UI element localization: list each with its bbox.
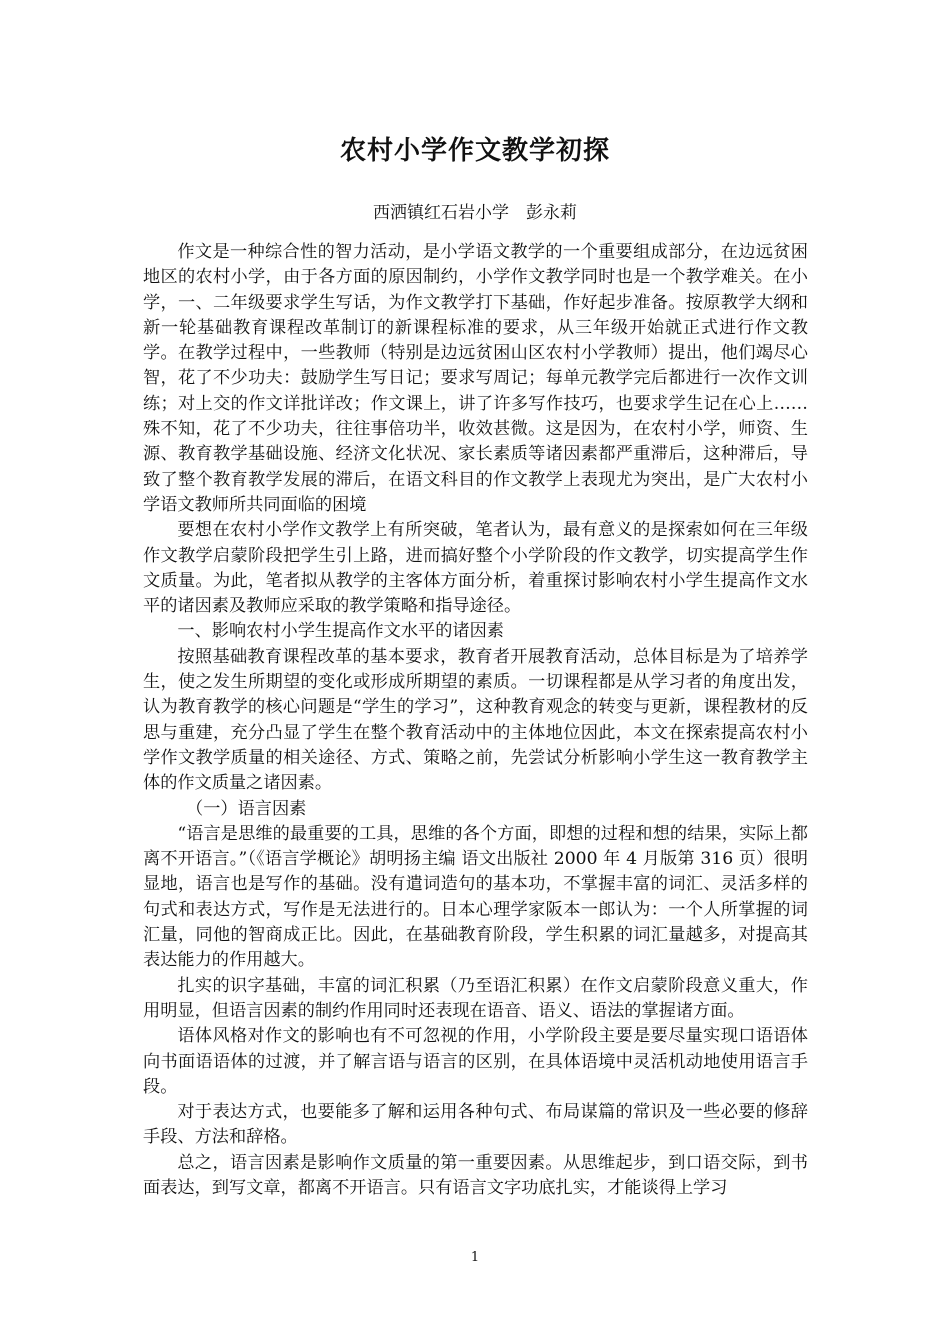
author-line: 西洒镇红石岩小学 彭永莉: [373, 203, 577, 223]
section-heading: 一、影响农村小学生提高作文水平的诸因素: [177, 621, 504, 642]
document-body: [143, 240, 808, 1201]
subsection-heading: （一）语言因素: [186, 798, 307, 819]
paragraph: 作文是一种综合性的智力活动，是小学语文教学的一个重要组成部分，在边远贫困地区的农村小学，由于各方面的原因制约，小学作文教学同时也是一个教学难关。在小学，一、二年级要求学生写话，为作文教学打下基础，作好起步准备。按原教学大纲和新一轮基础教育课程改革制订的新课程标准的要求，从三年级开始就正式进行作文教学。在教学过程中，一些教师（特别是边远贫困山区农村小学教师）提出，他们竭尽心智，花了不少功夫：鼓励学生写日记；要求写周记；每单元教学完后都进行一次作文训练；对上交的作文详批详改；作文课上，讲了许多写作技巧，也要求学生记在心上……殊不知，花了不少功夫，往往事倍功半，收效甚微。这是因为，在农村小学，师资、生源、教育教学基础设施、经济文化状况、家长素质等诸因素都严重滞后，这种滞后，导致了整个教育教学发展的滞后，在语文科目的作文教学上表现尤为突出，是广大农村小学语文教师所共同面临的困境: [143, 242, 808, 515]
paragraph: “语言是思维的最重要的工具，思维的各个方面，即想的过程和想的结果，实际上都离不开语言。”（《语言学概论》胡明扬主编 语文出版社 2000 年 4 月版第 316 页）很明显地，语言也是写作的基础。没有遣词造句的基本功，不掌握丰富的词汇、灵活多样的句式和表达方式，写作是无法进行的。日本心理学家阪本一郎认为：一个人所掌握的词汇量，同他的智商成正比。因此，在基础教育阶段，学生积累的词汇量越多，对提高其表达能力的作用越大。: [143, 823, 808, 971]
paragraph: 语体风格对作文的影响也有不可忽视的作用，小学阶段主要是要尽量实现口语语体向书面语语体的过渡，并了解言语与语言的区别，在具体语境中灵活机动地使用语言手段。: [143, 1026, 808, 1097]
paragraph: 扎实的识字基础，丰富的词汇积累（乃至语汇积累）在作文启蒙阶段意义重大，作用明显，但语言因素的制约作用同时还表现在语音、语义、语法的掌握诸方面。: [143, 975, 808, 1021]
paragraph: 总之，语言因素是影响作文质量的第一重要因素。从思维起步，到口语交际，到书面表达，到写文章，都离不开语言。只有语言文字功底扎实，才能谈得上学习: [143, 1152, 808, 1198]
paragraph: 按照基础教育课程改革的基本要求，教育者开展教育活动，总体目标是为了培养学生，使之发生所期望的变化或形成所期望的素质。一切课程都是从学习者的角度出发，认为教育教学的核心问题是“学生的学习”，这种教育观念的转变与更新，课程教材的反思与重建，充分凸显了学生在整个教育活动中的主体地位因此，本文在探索提高农村小学作文教学质量的相关途径、方式、策略之前，先尝试分析影响小学生这一教育教学主体的作文质量之诸因素。: [143, 646, 808, 794]
paragraph: 对于表达方式，也要能多了解和运用各种句式、布局谋篇的常识及一些必要的修辞手段、方法和辞格。: [143, 1102, 808, 1148]
document-title: 农村小学作文教学初探: [339, 136, 610, 166]
paragraph: 要想在农村小学作文教学上有所突破，笔者认为，最有意义的是探索如何在三年级作文教学启蒙阶段把学生引上路，进而搞好整个小学阶段的作文教学，切实提高学生作文质量。为此，笔者拟从教学的主客体方面分析，着重探讨影响农村小学生提高作文水平的诸因素及教师应采取的教学策略和指导途径。: [143, 520, 808, 617]
page-number: 1: [470, 1250, 480, 1265]
